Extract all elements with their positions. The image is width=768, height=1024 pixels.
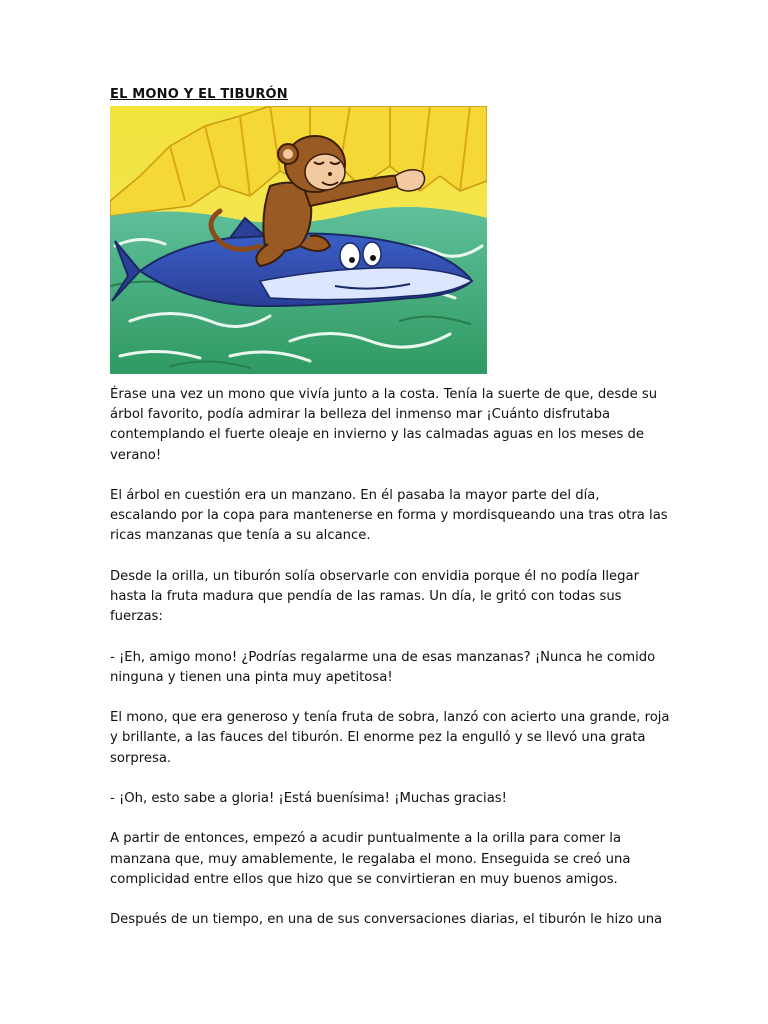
paragraph: Érase una vez un mono que vivía junto a la costa. Tenía la suerte de que, desde su árbol favorito, podía admirar la belleza del inmenso mar ¡Cuánto disfrutaba contemplando el fuerte oleaje en invierno y las calmadas aguas en los meses de verano! — [110, 387, 658, 463]
story-illustration — [110, 106, 487, 374]
paragraph: A partir de entonces, empezó a acudir puntualmente a la orilla para comer la manzana que, muy amablemente, le regalaba el mono. Enseguida se creó una complicidad entre ellos que hizo que se convirtieran en muy buenos amigos. — [110, 831, 631, 887]
paragraph: El mono, que era generoso y tenía fruta de sobra, lanzó con acierto una grande, roja y brillante, a las fauces del tiburón. El enorme pez la engulló y se llevó una grata sorpresa. — [110, 710, 670, 766]
paragraph: El árbol en cuestión era un manzano. En él pasaba la mayor parte del día, escalando por la copa para mantenerse en forma y mordisqueando una tras otra las ricas manzanas que tenía a su alcance. — [110, 488, 668, 544]
dialogue-paragraph: - ¡Eh, amigo mono! ¿Podrías regalarme una de esas manzanas? ¡Nunca he comido ninguna y tienen una pinta muy apetitosa! — [110, 649, 656, 685]
story-text — [110, 385, 670, 951]
page-title: EL MONO Y EL TIBURÓN — [110, 87, 288, 102]
paragraph: Desde la orilla, un tiburón solía observarle con envidia porque él no podía llegar hasta la fruta madura que pendía de las ramas. Un día, le gritó con todas sus fuerzas: — [110, 568, 640, 625]
paragraph: Después de un tiempo, en una de sus conversaciones diarias, el tiburón le hizo una — [110, 912, 663, 928]
dialogue-paragraph: - ¡Oh, esto sabe a gloria! ¡Está buenísima! ¡Muchas gracias! — [110, 790, 507, 806]
